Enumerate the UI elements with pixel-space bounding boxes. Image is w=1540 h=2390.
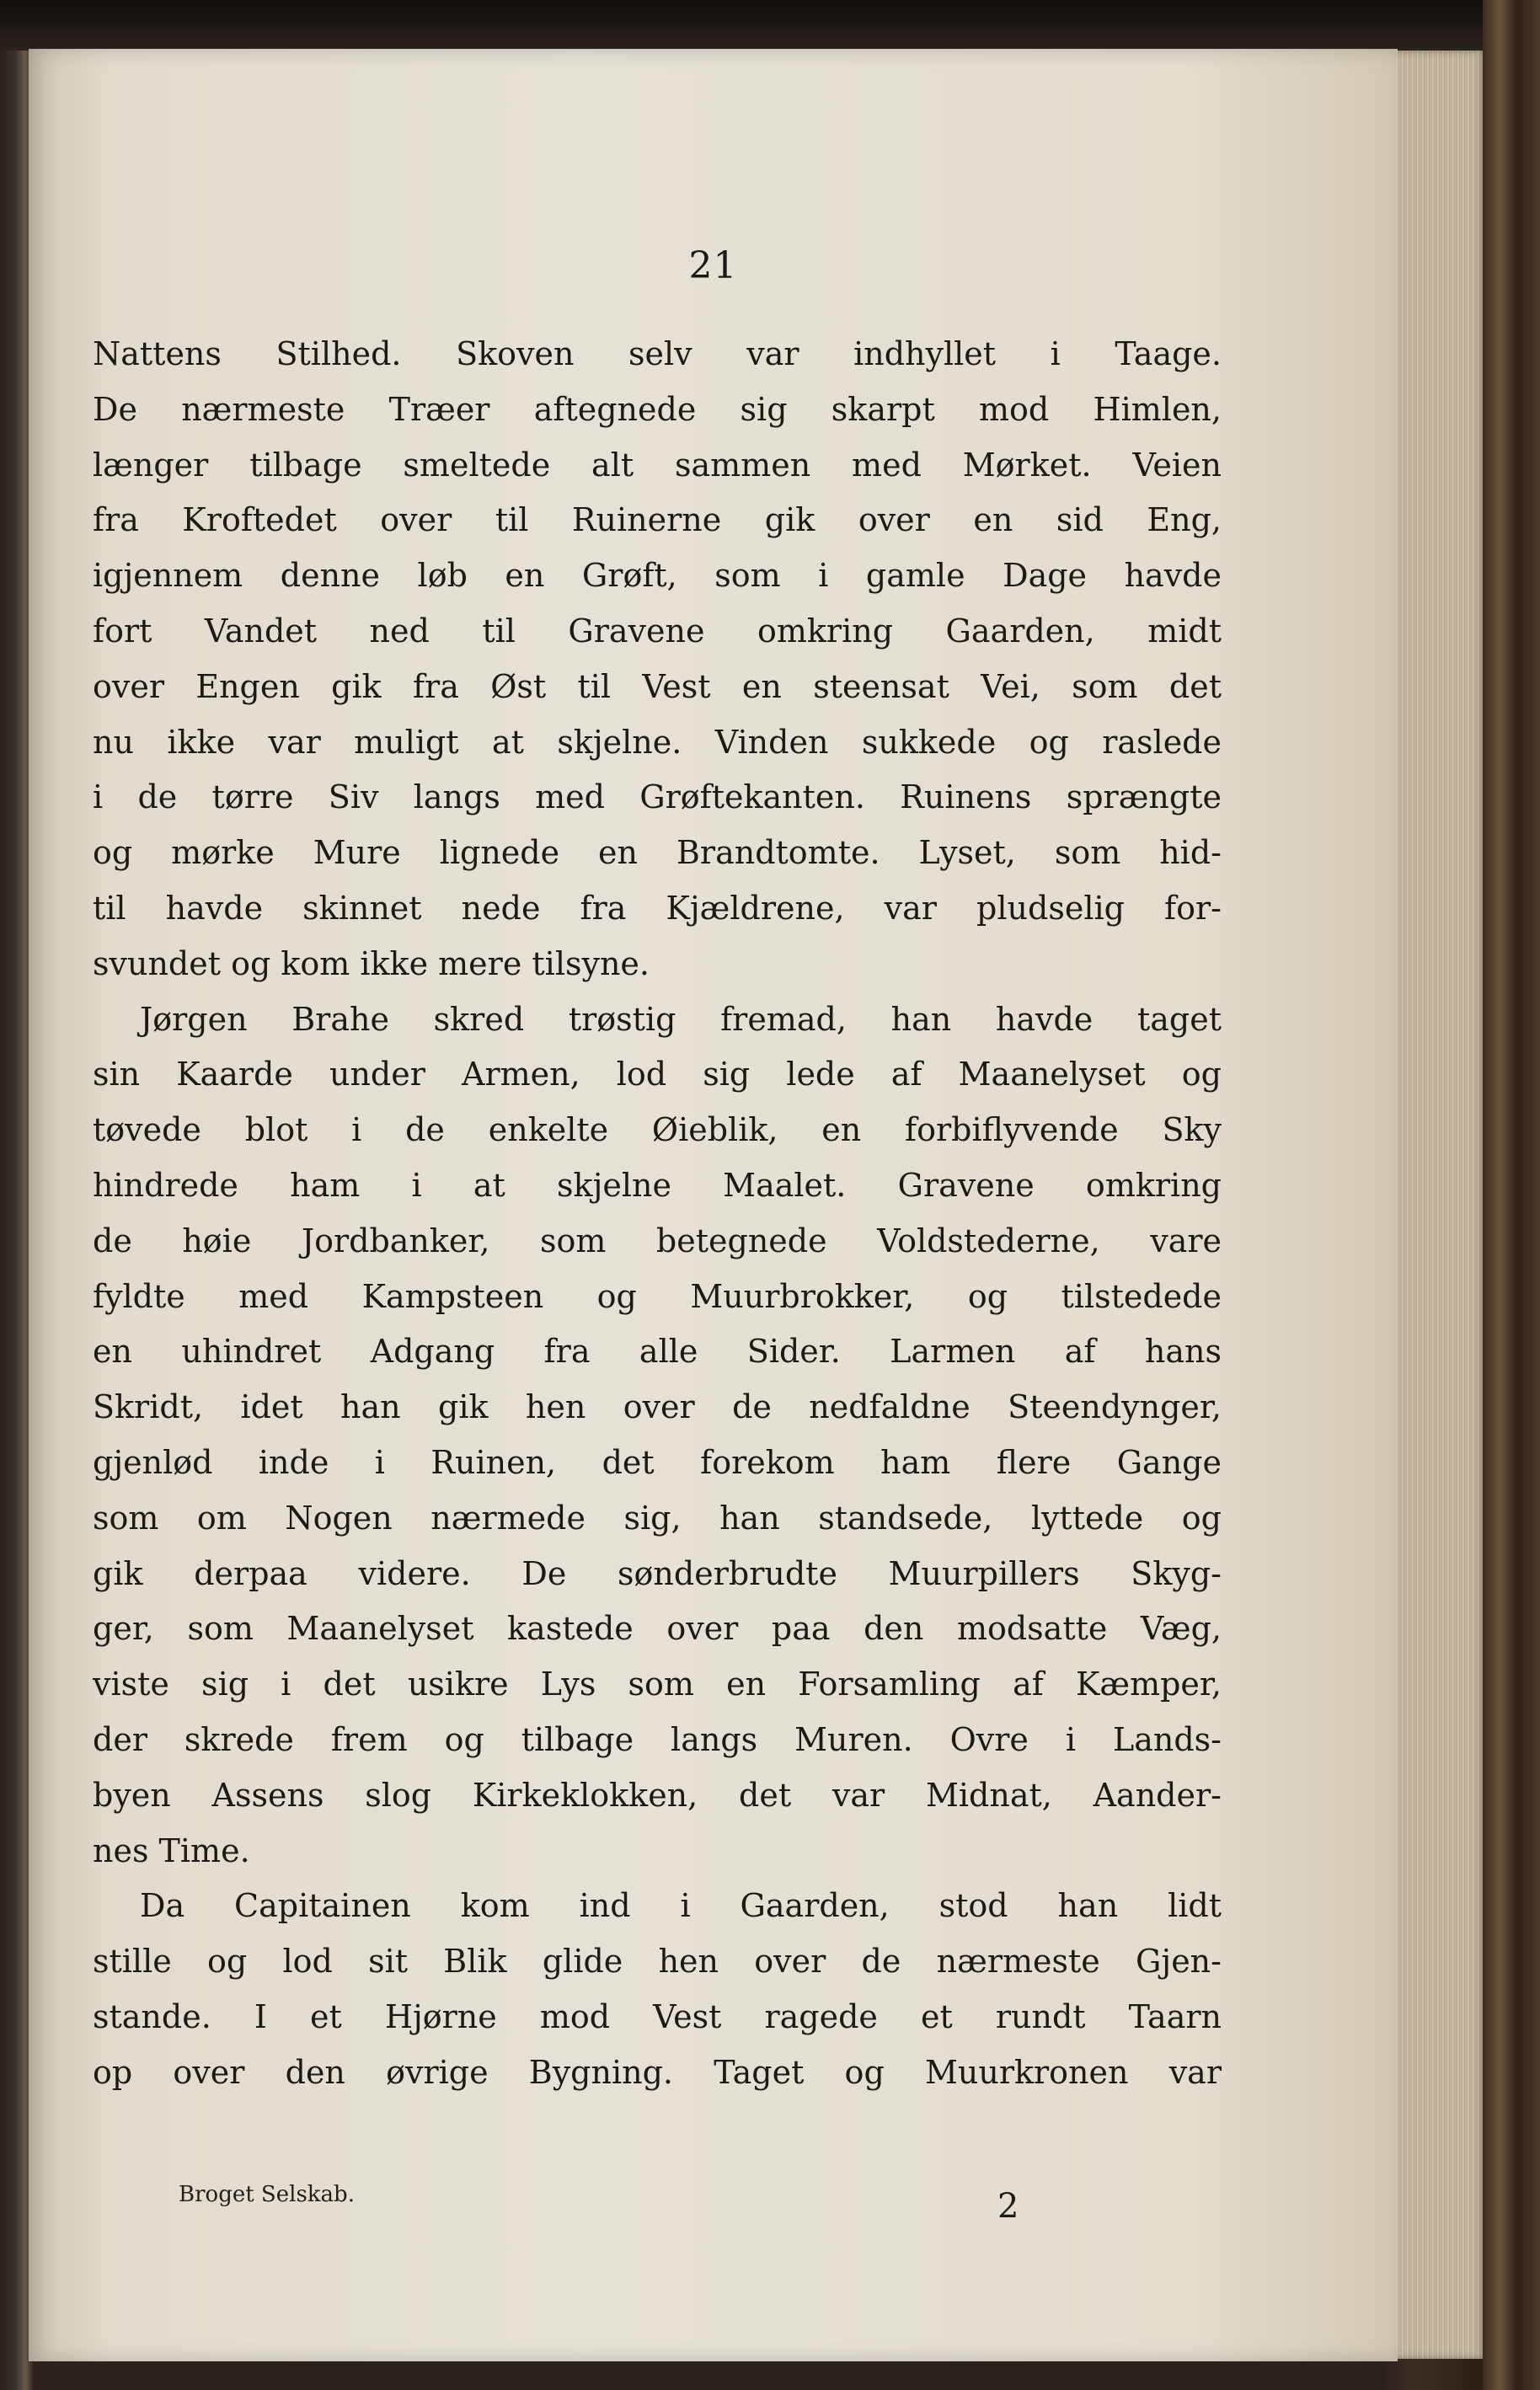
book-cover-edge bbox=[1483, 0, 1540, 2390]
text-line: sin Kaarde under Armen, lod sig lede af Maanelyset og bbox=[93, 1056, 1222, 1093]
text-line: stande. I et Hjørne mod Vest ragede et rundt Taarn bbox=[93, 1997, 1222, 2035]
signature-mark: 2 bbox=[997, 2187, 1019, 2226]
text-line: nu ikke var muligt at skjelne. Vinden sukkede og raslede bbox=[93, 723, 1222, 761]
text-line: Skridt, idet han gik hen over de nedfaldne Steendynger, bbox=[93, 1388, 1222, 1426]
text-line: Da Capitainen kom ind i Gaarden, stod han lidt bbox=[140, 1887, 1222, 1925]
text-line: De nærmeste Træer aftegnede sig skarpt mod Himlen, bbox=[93, 390, 1222, 428]
text-line: og mørke Mure lignede en Brandtomte. Lyset, som hid- bbox=[93, 834, 1222, 872]
text-line: stille og lod sit Blik glide hen over de nærmeste Gjen- bbox=[93, 1943, 1222, 1981]
text-line: der skrede frem og tilbage langs Muren. Ovre i Lands- bbox=[93, 1720, 1222, 1758]
text-line: byen Assens slog Kirkeklokken, det var Midnat, Aander- bbox=[93, 1776, 1222, 1814]
text-line: svundet og kom ikke mere tilsyne. bbox=[93, 944, 650, 982]
text-line: som om Nogen nærmede sig, han standsede, lyttede og bbox=[93, 1499, 1222, 1537]
binding-shadow bbox=[0, 0, 1540, 51]
text-line: i de tørre Siv langs med Grøftekanten. Ruinens sprængte bbox=[93, 778, 1222, 816]
text-line: de høie Jordbanker, som betegnede Voldstederne, vare bbox=[93, 1222, 1222, 1259]
text-line: Nattens Stilhed. Skoven selv var indhyllet i Taage. bbox=[93, 335, 1222, 372]
text-line: over Engen gik fra Øst til Vest en steensat Vei, som det bbox=[93, 667, 1222, 705]
text-line: Jørgen Brahe skred trøstig fremad, han havde taget bbox=[140, 1000, 1222, 1038]
text-line: igjennem denne løb en Grøft, som i gamle Dage havde bbox=[93, 557, 1222, 595]
text-line: viste sig i det usikre Lys som en Forsamling af Kæmper, bbox=[93, 1666, 1222, 1703]
text-line: gik derpaa videre. De sønderbrudte Muurpillers Skyg- bbox=[93, 1554, 1222, 1592]
text-line: fort Vandet ned til Gravene omkring Gaarden, midt bbox=[93, 612, 1222, 650]
text-line: fra Kroftedet over til Ruinerne gik over en sid Eng, bbox=[93, 501, 1222, 539]
page-edges bbox=[1394, 51, 1487, 2359]
page-number: 21 bbox=[688, 244, 738, 287]
text-line: en uhindret Adgang fra alle Sider. Larmen af hans bbox=[93, 1333, 1222, 1371]
footer-title: Broget Selskab. bbox=[179, 2182, 355, 2207]
text-line: hindrede ham i at skjelne Maalet. Gravene omkring bbox=[93, 1166, 1222, 1204]
text-line: ger, som Maanelyset kastede over paa den modsatte Væg, bbox=[93, 1610, 1222, 1648]
text-line: op over den øvrige Bygning. Taget og Muurkronen var bbox=[93, 2053, 1222, 2091]
text-line: til havde skinnet nede fra Kjældrene, var pludselig for- bbox=[93, 889, 1222, 927]
body-text bbox=[93, 327, 1222, 2101]
text-line: længer tilbage smeltede alt sammen med Mørket. Veien bbox=[93, 446, 1222, 484]
text-line: gjenlød inde i Ruinen, det forekom ham flere Gange bbox=[93, 1443, 1222, 1481]
text-line: tøvede blot i de enkelte Øieblik, en forbiflyvende Sky bbox=[93, 1111, 1222, 1149]
book-page bbox=[29, 49, 1398, 2361]
text-line: fyldte med Kampsteen og Muurbrokker, og tilstedede bbox=[93, 1277, 1222, 1315]
text-line: nes Time. bbox=[93, 1831, 250, 1869]
